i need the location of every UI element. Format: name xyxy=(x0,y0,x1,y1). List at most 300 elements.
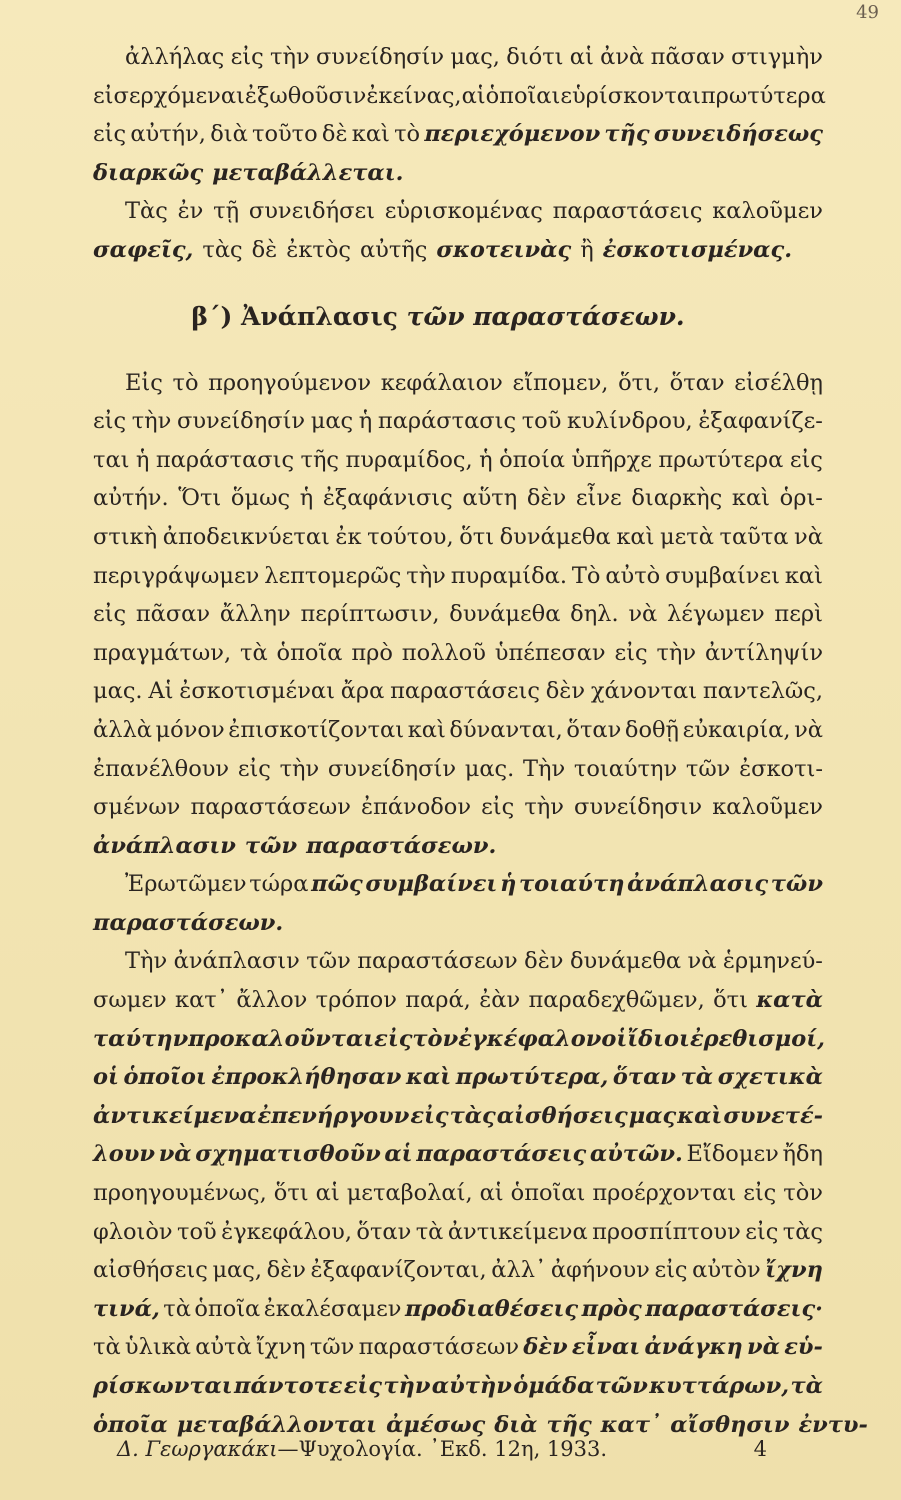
word: ἄλλην xyxy=(219,601,291,628)
text-line xyxy=(93,634,823,673)
word: εἰς xyxy=(743,1180,777,1207)
word: τὴν xyxy=(383,1373,431,1399)
word: παραστάσεων. xyxy=(93,909,284,936)
word: αἰσθήσεις xyxy=(496,1102,628,1129)
word: αἰσθήσεις xyxy=(93,1257,208,1284)
word: νὰ xyxy=(687,948,717,975)
word: δηλ. xyxy=(570,601,619,628)
word: ταύτην xyxy=(93,1025,189,1052)
text-line xyxy=(93,1251,823,1290)
word: οἱ xyxy=(93,1064,119,1091)
word: στιγμὴν xyxy=(731,44,823,70)
word: δυνάμεθα xyxy=(569,948,682,975)
word: δὲν xyxy=(545,678,586,705)
word: καὶ xyxy=(677,1102,723,1129)
word: μεταβάλλονται xyxy=(176,1411,378,1438)
word: παραστάσεις· xyxy=(645,1295,823,1322)
word: εἰσερχόμεναι xyxy=(93,82,245,109)
word: διαρκὴς xyxy=(631,485,723,512)
word: ἐξαφανίζε- xyxy=(698,408,823,435)
word: μας, xyxy=(450,44,500,70)
word: τῆς xyxy=(300,446,340,473)
word: συμβαίνει xyxy=(365,871,498,898)
word: αὐτήν. xyxy=(93,485,169,512)
word: ἐν xyxy=(177,198,204,225)
word: παραστάσεις xyxy=(416,1141,587,1168)
word: ἐπάνοδον xyxy=(360,794,472,821)
text-block xyxy=(93,38,868,1444)
word: εἰς xyxy=(654,1257,688,1284)
word: ἐπενήργουν xyxy=(257,1102,410,1129)
word: παρά, xyxy=(405,987,471,1014)
word: δὲν xyxy=(524,948,564,975)
word: πρὸ xyxy=(351,639,393,666)
text-line xyxy=(93,711,823,750)
word: ἐκ xyxy=(335,523,362,550)
word: εὑρισκομένας xyxy=(384,198,543,225)
word: ἑρμηνεύ- xyxy=(722,948,823,975)
word: αὐτὴν xyxy=(431,1373,512,1399)
word: παραστάσεις xyxy=(552,198,703,225)
word: ὁποῖαι xyxy=(485,82,561,109)
word: τὸν xyxy=(412,1025,459,1052)
text-line xyxy=(93,402,823,441)
word: διὰ xyxy=(210,121,248,148)
word: δοθῇ xyxy=(624,716,680,743)
word: συνείδησίν xyxy=(315,44,445,70)
word: μας. xyxy=(464,755,515,782)
word: τὰς xyxy=(449,1102,496,1129)
word: μας, xyxy=(212,1257,263,1284)
word: ἡ xyxy=(135,446,150,473)
word: αἴσθησιν xyxy=(670,1411,790,1438)
word: ὅτι, xyxy=(618,369,661,396)
word: πρωτύτερα, xyxy=(455,1064,609,1091)
word: ἐσκοτισμέναι xyxy=(179,678,335,705)
text-line xyxy=(93,1135,823,1174)
word: ὁποία xyxy=(499,446,565,473)
word: τὰ xyxy=(680,1064,714,1091)
word: εἰς xyxy=(745,1218,779,1245)
word: στικὴ xyxy=(93,523,158,550)
word: τὰ xyxy=(93,1334,121,1361)
word: προσπίπτουν xyxy=(592,1218,741,1245)
section-heading xyxy=(93,277,823,357)
word: τῶν xyxy=(306,948,351,975)
text-line xyxy=(93,750,823,789)
word: παραδεχθῶμεν, xyxy=(528,987,705,1014)
word: εἰς xyxy=(374,1025,413,1052)
section-title-word: Ἀνάπλασις xyxy=(241,301,398,331)
word: χάνονται xyxy=(590,678,698,705)
word: ἡ xyxy=(499,871,517,898)
word: ρίσκωνται xyxy=(93,1373,233,1399)
word: ἐσκοτι- xyxy=(739,755,823,782)
word: ἡ xyxy=(358,408,373,435)
word: τὰ xyxy=(163,1295,191,1322)
word: τῇ xyxy=(213,198,240,225)
word: συνείδησίν xyxy=(327,755,457,782)
word: ἐσκοτισμένας. xyxy=(602,236,793,263)
word: διότι xyxy=(506,44,564,70)
word: αἱ xyxy=(479,1180,504,1207)
word: εὑρίσκονται xyxy=(560,82,701,109)
word: ἀνάπλασιν xyxy=(93,832,236,859)
text-line xyxy=(93,1097,823,1136)
word: ἀμέσως xyxy=(386,1411,486,1438)
word: αὐτῶν. xyxy=(589,1141,683,1168)
word: καὶ xyxy=(616,523,655,550)
word: μεταβολαί, xyxy=(346,1180,473,1207)
word: ὁποῖα xyxy=(276,639,343,666)
word: τινά, xyxy=(93,1295,160,1322)
word: πάντοτε xyxy=(234,1373,343,1399)
word: συνετέ- xyxy=(723,1102,823,1129)
word: εἰς xyxy=(230,44,264,70)
word: τὸ xyxy=(172,369,199,396)
word: δὲ xyxy=(321,121,348,148)
word: ἀνάγκη xyxy=(644,1334,743,1361)
word: λεπτομερῶς xyxy=(264,562,402,589)
word: προέρχονται xyxy=(592,1180,737,1207)
word: νὰ xyxy=(794,523,823,550)
word: νὰ xyxy=(158,1141,192,1168)
word: παραστάσεων xyxy=(358,1334,520,1361)
text-line xyxy=(93,904,823,943)
word: ἐξαφάνισις xyxy=(322,485,453,512)
word: καλοῦμεν xyxy=(712,198,823,225)
word: τὰ xyxy=(790,1373,823,1399)
word: ἐξαφανίζονται, xyxy=(310,1257,487,1284)
word: μετὰ xyxy=(660,523,714,550)
text-line xyxy=(93,788,823,827)
word: δὲν xyxy=(266,1257,306,1284)
word: νὰ xyxy=(628,601,658,628)
paragraph-2 xyxy=(93,192,823,269)
word: προηγούμενον xyxy=(208,369,372,396)
word: ἀλλ᾽ xyxy=(491,1257,547,1284)
paragraph-3 xyxy=(93,364,823,866)
word: πυραμίδα. xyxy=(450,562,567,589)
word: νὰ xyxy=(747,1334,780,1361)
text-line xyxy=(93,115,823,154)
text-line xyxy=(93,981,823,1020)
word: ἀλλὰ xyxy=(93,716,152,743)
word: πᾶσαν xyxy=(650,44,725,70)
word: Τὴν xyxy=(125,948,168,975)
word: ἡ xyxy=(299,485,314,512)
word: τῶν xyxy=(770,871,823,898)
word: τῶν xyxy=(595,1373,648,1399)
word: εἰς xyxy=(93,121,127,148)
word: ἐντυ- xyxy=(798,1411,868,1438)
word: περὶ xyxy=(774,601,823,628)
word: ὅταν xyxy=(669,369,725,396)
word: κυττάρων, xyxy=(649,1373,790,1399)
word: ἴδιοι xyxy=(627,1025,690,1052)
word: παραστάσεις xyxy=(390,678,540,705)
word: αὐτὰ xyxy=(195,1334,252,1361)
word: τοιαύτην xyxy=(573,755,678,782)
footer-title: —Ψυχολογία. ᾿Εκδ. 12η, 1933. xyxy=(277,1437,608,1461)
page-footer xyxy=(117,1437,767,1461)
word: ἐπανέλθουν xyxy=(93,755,230,782)
word: μεταβάλλεται. xyxy=(212,159,404,186)
word: ὅτι xyxy=(459,523,495,550)
word: τὸ xyxy=(394,121,421,148)
word: αἱ xyxy=(315,1180,340,1207)
word: Αἱ xyxy=(148,678,174,705)
word: τῶν xyxy=(244,832,298,859)
word: κεφάλαιον xyxy=(380,369,503,396)
word: μόνον xyxy=(155,716,225,743)
word: καὶ xyxy=(784,562,823,589)
word: καὶ xyxy=(351,121,390,148)
word: ὁποῖοι xyxy=(123,1064,207,1091)
word: ἀφήνουν xyxy=(550,1257,650,1284)
word: νὰ xyxy=(794,716,823,743)
word: ται xyxy=(93,446,130,473)
word: ὁρι- xyxy=(779,485,823,512)
word: οἱ xyxy=(601,1025,628,1052)
word: αὐτὸν xyxy=(692,1257,761,1284)
text-line xyxy=(93,1058,823,1097)
word: κυλίνδρου, xyxy=(567,408,693,435)
word: εἰς xyxy=(93,408,127,435)
word: εἶναι xyxy=(571,1334,641,1361)
word: κατὰ xyxy=(756,987,823,1014)
word: ἴχνη xyxy=(765,1257,823,1284)
word: ἐκείνας, xyxy=(366,82,462,109)
word: παραστάσεων. xyxy=(306,832,497,859)
word: ἐγκεφάλου, xyxy=(221,1218,352,1245)
word: τῆς xyxy=(604,121,650,148)
word: τὰς xyxy=(202,236,243,263)
word: τοῦ xyxy=(521,408,562,435)
word: πυραμίδος, xyxy=(345,446,473,473)
word: τὴν xyxy=(656,639,697,666)
word: μας xyxy=(628,1102,677,1129)
word: λουν xyxy=(93,1141,156,1168)
word: ὑπέπεσαν xyxy=(494,639,606,666)
word: εἴπομεν, xyxy=(512,369,609,396)
word: αὐτήν, xyxy=(130,121,206,148)
word: παράστασις xyxy=(377,408,517,435)
word: εἰς xyxy=(789,446,823,473)
word: συνείδησίν xyxy=(176,408,306,435)
signature-number: 4 xyxy=(753,1437,767,1461)
word: τῶν xyxy=(685,755,731,782)
word: τὴν xyxy=(270,44,310,70)
text-line xyxy=(93,1290,823,1329)
paragraph-4 xyxy=(93,865,823,942)
word: καὶ xyxy=(407,716,446,743)
footer-author: Δ. Γεωργακάκι xyxy=(117,1437,278,1461)
word: ἀνὰ xyxy=(600,44,645,70)
text-line xyxy=(93,38,823,77)
word: εἶνε xyxy=(575,485,622,512)
word: Τὴν xyxy=(523,755,566,782)
word: παραστάσεων xyxy=(357,948,518,975)
word: ἐὰν xyxy=(479,987,521,1014)
word: ἐπροκλήθησαν xyxy=(211,1064,402,1091)
word: διὰ xyxy=(494,1411,538,1438)
word: αὕτη xyxy=(462,485,518,512)
word: δὲν xyxy=(523,1334,568,1361)
word: τοιαύτη xyxy=(518,871,625,898)
word: Ὅτι xyxy=(178,485,222,512)
text-line xyxy=(93,1174,823,1213)
word: πρωτύτερα xyxy=(658,446,784,473)
word: ὁποῖαι xyxy=(510,1180,586,1207)
word: ἀνάπλασιν xyxy=(173,948,300,975)
word: σωμεν xyxy=(93,987,167,1014)
word: περίπτωσιν, xyxy=(300,601,440,628)
word: μας. xyxy=(93,678,143,705)
word: σαφεῖς, xyxy=(93,236,194,263)
text-line xyxy=(93,441,823,480)
word: Εἰς xyxy=(125,369,163,396)
word: κατ᾽ xyxy=(175,987,228,1014)
word: ὅτι xyxy=(713,987,748,1014)
word: ἢ xyxy=(580,236,594,263)
word: καὶ xyxy=(406,1064,452,1091)
word: κατ᾽ xyxy=(600,1411,662,1438)
text-line xyxy=(93,1213,823,1252)
text-line xyxy=(93,595,823,634)
word: ἐξωθοῦσιν xyxy=(244,82,367,109)
word: πρωτύτερα xyxy=(700,82,826,109)
section-title-rest: τῶν παραστάσεων. xyxy=(406,301,685,331)
word: ἀντικείμενα xyxy=(447,1218,588,1245)
word: εἰσέλθῃ xyxy=(734,369,823,396)
word: ταῦτα xyxy=(719,523,789,550)
word: τῆς xyxy=(546,1411,592,1438)
word: εἰς xyxy=(343,1373,382,1399)
text-line xyxy=(93,192,823,231)
text-line xyxy=(93,672,823,711)
word: ὑλικὰ xyxy=(124,1334,191,1361)
word: τοῦτο xyxy=(252,121,318,148)
word: Ἐρωτῶμεν xyxy=(125,871,247,898)
word: εὑ- xyxy=(784,1334,823,1361)
text-line xyxy=(93,479,823,518)
word: αἱ xyxy=(384,1141,413,1168)
paragraph-1 xyxy=(93,38,826,192)
word: τὴν xyxy=(131,408,172,435)
word: συνείδησιν xyxy=(574,794,703,821)
word: σχετικὰ xyxy=(717,1064,823,1091)
paragraph-5 xyxy=(93,942,868,1444)
word: τὴν xyxy=(524,794,564,821)
text-line xyxy=(93,1020,823,1059)
word: αὐτῆς xyxy=(359,236,428,263)
word: ὑπῆρχε xyxy=(571,446,652,473)
word: τὴν xyxy=(406,562,446,589)
text-line xyxy=(93,364,823,403)
word: ἀνάπλασις xyxy=(627,871,769,898)
word: πᾶσαν xyxy=(135,601,211,628)
page-number: 49 xyxy=(856,2,879,23)
word: καὶ xyxy=(731,485,771,512)
word: πραγμάτων, xyxy=(93,639,232,666)
word: δυνάμεθα xyxy=(449,601,561,628)
word: ὁποῖα xyxy=(93,1411,168,1438)
word: τὰ xyxy=(415,1218,444,1245)
word: σμένων xyxy=(93,794,181,821)
word: πῶς xyxy=(311,871,363,898)
word: δὲ xyxy=(251,236,278,263)
word: αἱ xyxy=(461,82,486,109)
footer-citation xyxy=(117,1437,607,1461)
word: τὰς xyxy=(782,1218,823,1245)
word: ἀντικείμενα xyxy=(93,1102,257,1129)
word: τῶν xyxy=(309,1334,355,1361)
text-line xyxy=(93,518,823,557)
word: ὁμάδα xyxy=(513,1373,595,1399)
word: πολλοῦ xyxy=(401,639,486,666)
word: Τὸ xyxy=(571,562,601,589)
word: παράστασις xyxy=(155,446,295,473)
word: τὴν xyxy=(279,755,320,782)
word: ἀλλήλας xyxy=(125,44,225,70)
word: τὰ xyxy=(240,639,268,666)
word: ὅταν xyxy=(566,716,622,743)
word: εἰς xyxy=(410,1102,449,1129)
word: δύνανται, xyxy=(449,716,563,743)
word: συμβαίνει xyxy=(665,562,780,589)
word: ἴχνη xyxy=(255,1334,306,1361)
word: εἰς xyxy=(481,794,515,821)
word: ἐκαλέσαμεν xyxy=(263,1295,402,1322)
word: ἐπισκοτίζονται xyxy=(228,716,405,743)
text-line xyxy=(93,1328,823,1367)
word: τούτου, xyxy=(367,523,454,550)
word: ἐρεθισμοί, xyxy=(689,1025,825,1052)
word: παντελῶς, xyxy=(702,678,823,705)
word: συνειδήσεως xyxy=(653,121,823,148)
word: προκαλοῦνται xyxy=(188,1025,375,1052)
word: ἄρα xyxy=(340,678,385,705)
word: ἐκτὸς xyxy=(286,236,351,263)
word: μας xyxy=(310,408,354,435)
word: ὅταν xyxy=(356,1218,412,1245)
word: σκοτεινὰς xyxy=(436,236,572,263)
word: δυνάμεθα xyxy=(499,523,611,550)
word: ὅταν xyxy=(612,1064,676,1091)
word: ἀντίληψίν xyxy=(704,639,823,666)
word: λέγωμεν xyxy=(666,601,765,628)
word: αὐτὸ xyxy=(605,562,661,589)
word: συνειδήσει xyxy=(248,198,375,225)
word: παραστάσεων xyxy=(190,794,351,821)
word: ἀποδεικνύεται xyxy=(162,523,330,550)
text-line xyxy=(93,557,823,596)
text-line xyxy=(93,1367,823,1406)
word: ἐγκέφαλον xyxy=(458,1025,602,1052)
word: εὐκαιρία, xyxy=(682,716,791,743)
word: εἰς xyxy=(237,755,271,782)
section-number: β΄) xyxy=(191,301,233,331)
word: τώρα xyxy=(249,871,309,898)
word: τοῦ xyxy=(177,1218,217,1245)
word: εἰς xyxy=(93,601,127,628)
word: τρόπον xyxy=(315,987,397,1014)
word: ἡ xyxy=(479,446,493,473)
word: ὁποῖα xyxy=(194,1295,261,1322)
word: διαρκῶς xyxy=(93,159,204,186)
word: περιεχόμενον xyxy=(424,121,601,148)
